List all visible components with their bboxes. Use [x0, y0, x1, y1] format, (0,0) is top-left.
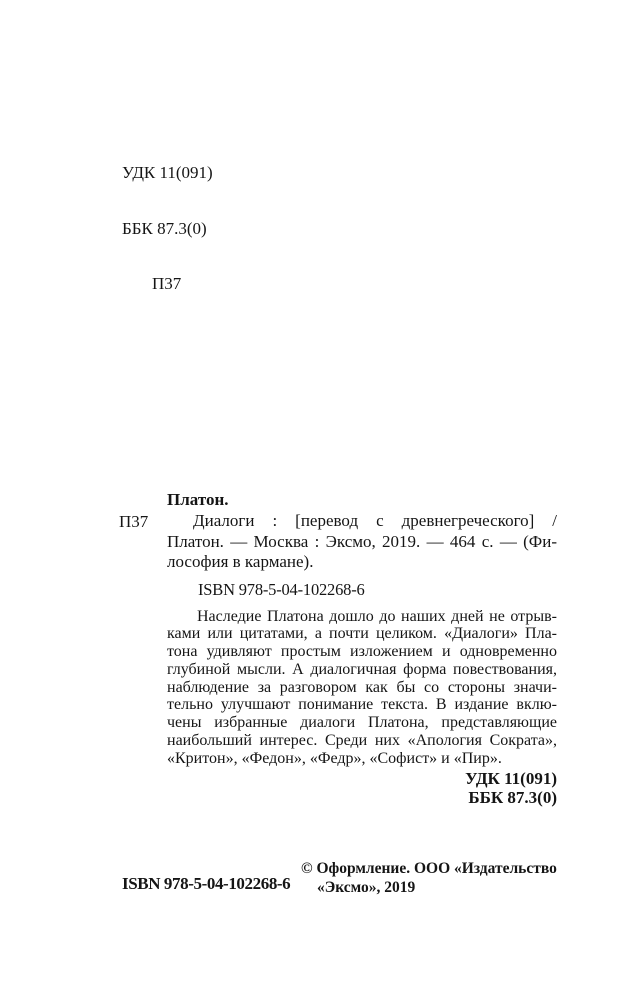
isbn-number: ISBN 978-5-04-102268-6 [198, 579, 365, 599]
text-line: тельно улучшают понимание текста. В издание вклю- [167, 696, 557, 714]
bbk-code: ББК 87.3(0) [468, 787, 557, 807]
bbk-code: ББК 87.3(0) [122, 218, 207, 238]
author-sign: П37 [152, 274, 182, 293]
udk-code: УДК 11(091) [465, 769, 557, 788]
top-classification-codes [122, 127, 213, 331]
copyright-notice [301, 860, 573, 897]
text-line: «Критон», «Федон», «Федр», «Софист» и «Пир». [167, 749, 502, 767]
text-line: Платон. — Москва : Эксмо, 2019. — 464 с. — (Фи- [167, 531, 557, 551]
text-line: чены избранные диалоги Платона, представляющие [167, 714, 557, 732]
text-line: Наследие Платона дошло до наших дней не отрыв- [197, 607, 557, 625]
footer-isbn-number: ISBN 978-5-04-102268-6 [122, 874, 291, 893]
bibliographic-description [167, 511, 557, 573]
udk-code: УДК 11(091) [122, 163, 213, 182]
catalog-card [119, 489, 557, 768]
text-line: © Оформление. ООО «Издательство [301, 860, 557, 877]
text-line: Диалоги : [перевод с древнегреческого] / [193, 511, 557, 530]
text-line: тона удивляют простым изложением и одновременно [167, 643, 557, 661]
text-line: наблюдение за разговором как бы со стороны значи- [167, 678, 557, 696]
text-line: лософия в кармане). [167, 552, 314, 571]
author-sign-hanging: П37 [119, 512, 149, 531]
text-line: «Эксмо», 2019 [317, 878, 416, 896]
text-line: ками или цитатами, а почти целиком. «Диалоги» Пла- [167, 625, 557, 643]
text-line: наибольший интерес. Среди них «Апология Сократа», [167, 732, 557, 750]
annotation-text [167, 608, 557, 768]
text-line: глубиной мысли. А диалогичная форма повествования, [167, 660, 557, 678]
author-heading: Платон. [167, 490, 229, 509]
bottom-classification-codes [167, 770, 557, 807]
